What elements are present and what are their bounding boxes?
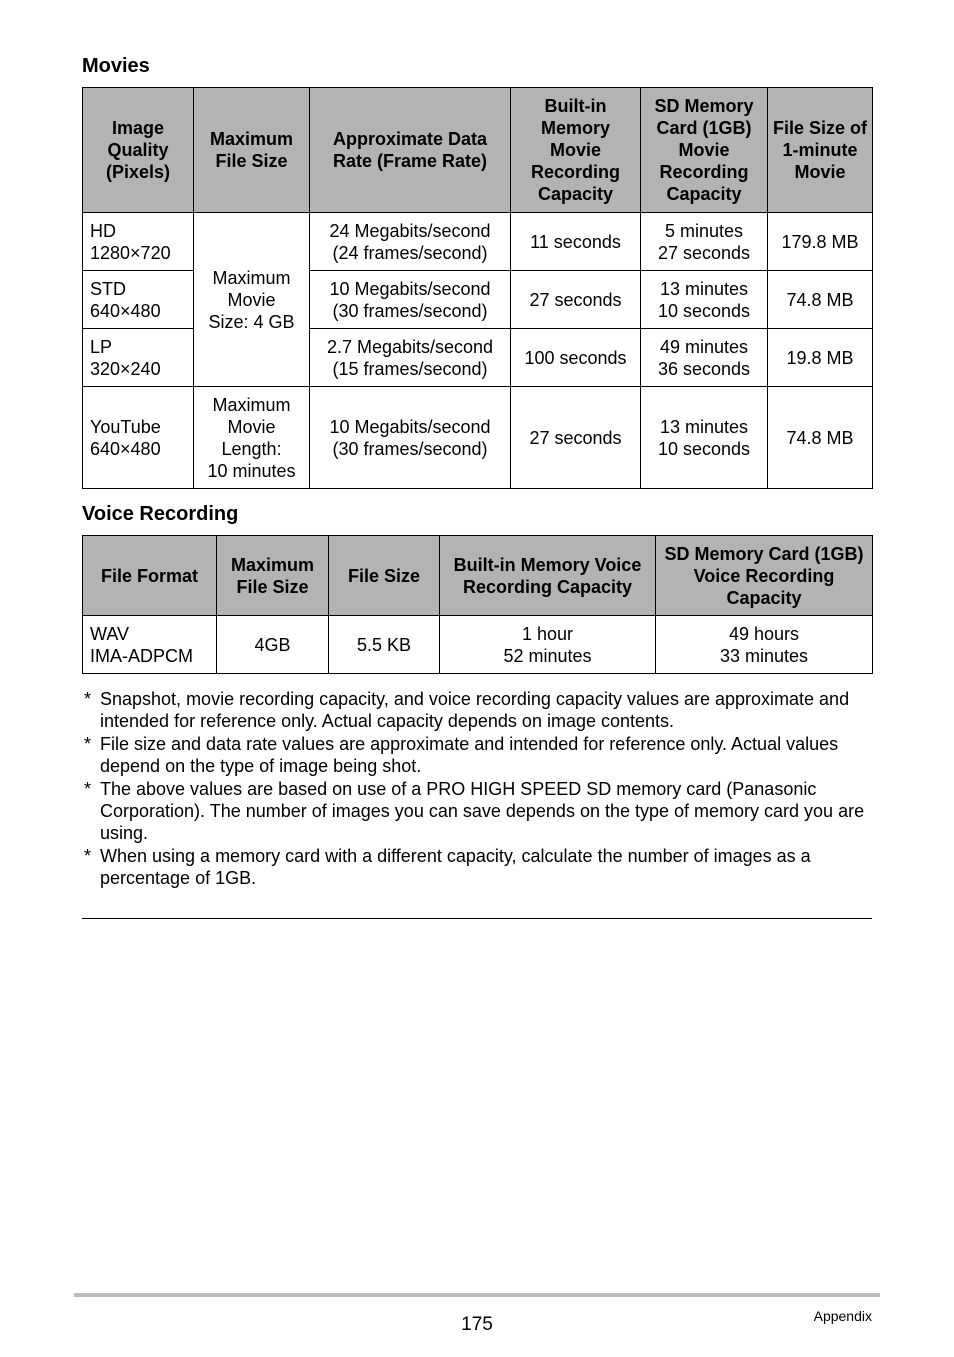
footnotes — [82, 688, 872, 890]
max-size-line: Length: — [221, 438, 282, 459]
quality-name: STD — [90, 278, 126, 299]
sd-line: 13 minutes — [659, 278, 749, 299]
rate-bits: 24 Megabits/second — [329, 220, 491, 241]
rate-cell — [310, 271, 511, 329]
rate-frames: (15 frames/second) — [332, 358, 488, 379]
quality-name: HD — [90, 220, 116, 241]
rate-bits: 10 Megabits/second — [329, 278, 491, 299]
quality-name: YouTube — [90, 416, 161, 437]
sd-line: 13 minutes — [659, 416, 749, 437]
footnote-marker: * — [84, 689, 92, 709]
header-max-file-size: Maximum File Size — [194, 88, 310, 213]
header-sd-capacity: SD Memory Card (1GB) Voice Recording Capacity — [656, 536, 873, 616]
quality-name: LP — [90, 336, 113, 357]
page-number: 175 — [461, 1314, 493, 1335]
builtin-cell — [440, 616, 656, 674]
sd-cell — [641, 213, 768, 271]
header-builtin-capacity: Built-in Memory Voice Recording Capacity — [440, 536, 656, 616]
voice-recording-title: Voice Recording — [82, 503, 239, 525]
rate-bits: 10 Megabits/second — [329, 416, 491, 437]
builtin-cell: 100 seconds — [511, 329, 641, 387]
voice-table — [82, 535, 873, 674]
format-line: IMA-ADPCM — [90, 645, 193, 666]
builtin-cell: 27 seconds — [511, 271, 641, 329]
rate-cell — [310, 387, 511, 489]
sd-cell — [656, 616, 873, 674]
footnote-marker: * — [84, 779, 92, 799]
sd-line: 33 minutes — [719, 645, 809, 666]
builtin-cell: 11 seconds — [511, 213, 641, 271]
sd-line: 10 seconds — [657, 438, 751, 459]
quality-pixels: 320×240 — [90, 358, 161, 379]
format-line: WAV — [90, 623, 129, 644]
movies-title: Movies — [82, 55, 150, 77]
header-file-size: File Size — [329, 536, 440, 616]
header-file-format: File Format — [83, 536, 217, 616]
rate-cell — [310, 213, 511, 271]
sd-line: 49 minutes — [659, 336, 749, 357]
rate-frames: (30 frames/second) — [332, 438, 488, 459]
max-size-line: 10 minutes — [207, 460, 296, 481]
header-sd-capacity: SD Memory Card (1GB) Movie Recording Capacity — [641, 88, 768, 213]
max-size-line: Movie — [227, 416, 276, 437]
sd-line: 36 seconds — [657, 358, 751, 379]
format-cell — [83, 616, 217, 674]
sd-line: 10 seconds — [657, 300, 751, 321]
quality-cell — [83, 387, 194, 489]
rate-cell — [310, 329, 511, 387]
header-data-rate: Approximate Data Rate (Frame Rate) — [310, 88, 511, 213]
voice-header-row — [83, 536, 873, 616]
header-file-size: File Size of 1-minute Movie — [768, 88, 873, 213]
filesize-cell: 74.8 MB — [768, 387, 873, 489]
quality-cell — [83, 329, 194, 387]
footnote-item — [82, 845, 872, 889]
footnote-item — [82, 733, 872, 777]
table-row — [83, 213, 873, 271]
footer-divider — [74, 1293, 880, 1297]
table-row — [83, 387, 873, 489]
rate-bits: 2.7 Megabits/second — [326, 336, 494, 357]
filesize-cell: 19.8 MB — [768, 329, 873, 387]
notes-divider — [82, 918, 872, 919]
filesize-cell: 74.8 MB — [768, 271, 873, 329]
footnote-text: File size and data rate values are approximate and intended for reference only. Actual values depend on the type of image being shot. — [100, 734, 839, 776]
footnote-item — [82, 688, 872, 732]
sd-cell — [641, 271, 768, 329]
max-size-line: Size: 4 GB — [208, 311, 295, 332]
rate-frames: (24 frames/second) — [332, 242, 488, 263]
footnote-item — [82, 778, 872, 844]
builtin-line: 1 hour — [521, 623, 574, 644]
quality-cell — [83, 271, 194, 329]
max-size-line: Maximum — [212, 394, 291, 415]
quality-pixels: 1280×720 — [90, 242, 171, 263]
max-size-cell — [194, 387, 310, 489]
header-image-quality: Image Quality (Pixels) — [83, 88, 194, 213]
file-size-cell: 5.5 KB — [329, 616, 440, 674]
sd-cell — [641, 329, 768, 387]
footer-section-label: Appendix — [813, 1308, 872, 1324]
builtin-cell: 27 seconds — [511, 387, 641, 489]
footnote-text: The above values are based on use of a PRO HIGH SPEED SD memory card (Panasonic Corporation). The number of images you can save depends on the type of memory card you are using. — [100, 779, 865, 843]
footnote-text: Snapshot, movie recording capacity, and voice recording capacity values are approximate and intended for reference only. Actual capacity depends on image contents. — [100, 689, 850, 731]
rate-frames: (30 frames/second) — [332, 300, 488, 321]
max-size-cell: 4GB — [217, 616, 329, 674]
builtin-line: 52 minutes — [503, 645, 592, 666]
header-builtin-capacity: Built-in Memory Movie Recording Capacity — [511, 88, 641, 213]
table-row — [83, 616, 873, 674]
filesize-cell: 179.8 MB — [768, 213, 873, 271]
footnote-marker: * — [84, 734, 92, 754]
sd-line: 27 seconds — [657, 242, 751, 263]
movies-header-row — [83, 88, 873, 213]
max-size-line: Maximum — [212, 267, 291, 288]
quality-cell — [83, 213, 194, 271]
sd-line: 5 minutes — [664, 220, 744, 241]
footnote-marker: * — [84, 846, 92, 866]
footnote-text: When using a memory card with a different capacity, calculate the number of images as a percentage of 1GB. — [100, 846, 811, 888]
quality-pixels: 640×480 — [90, 438, 161, 459]
sd-cell — [641, 387, 768, 489]
sd-line: 49 hours — [728, 623, 800, 644]
movies-table — [82, 87, 873, 489]
header-max-file-size: Maximum File Size — [217, 536, 329, 616]
max-size-line: Movie — [227, 289, 276, 310]
max-size-cell — [194, 213, 310, 387]
quality-pixels: 640×480 — [90, 300, 161, 321]
